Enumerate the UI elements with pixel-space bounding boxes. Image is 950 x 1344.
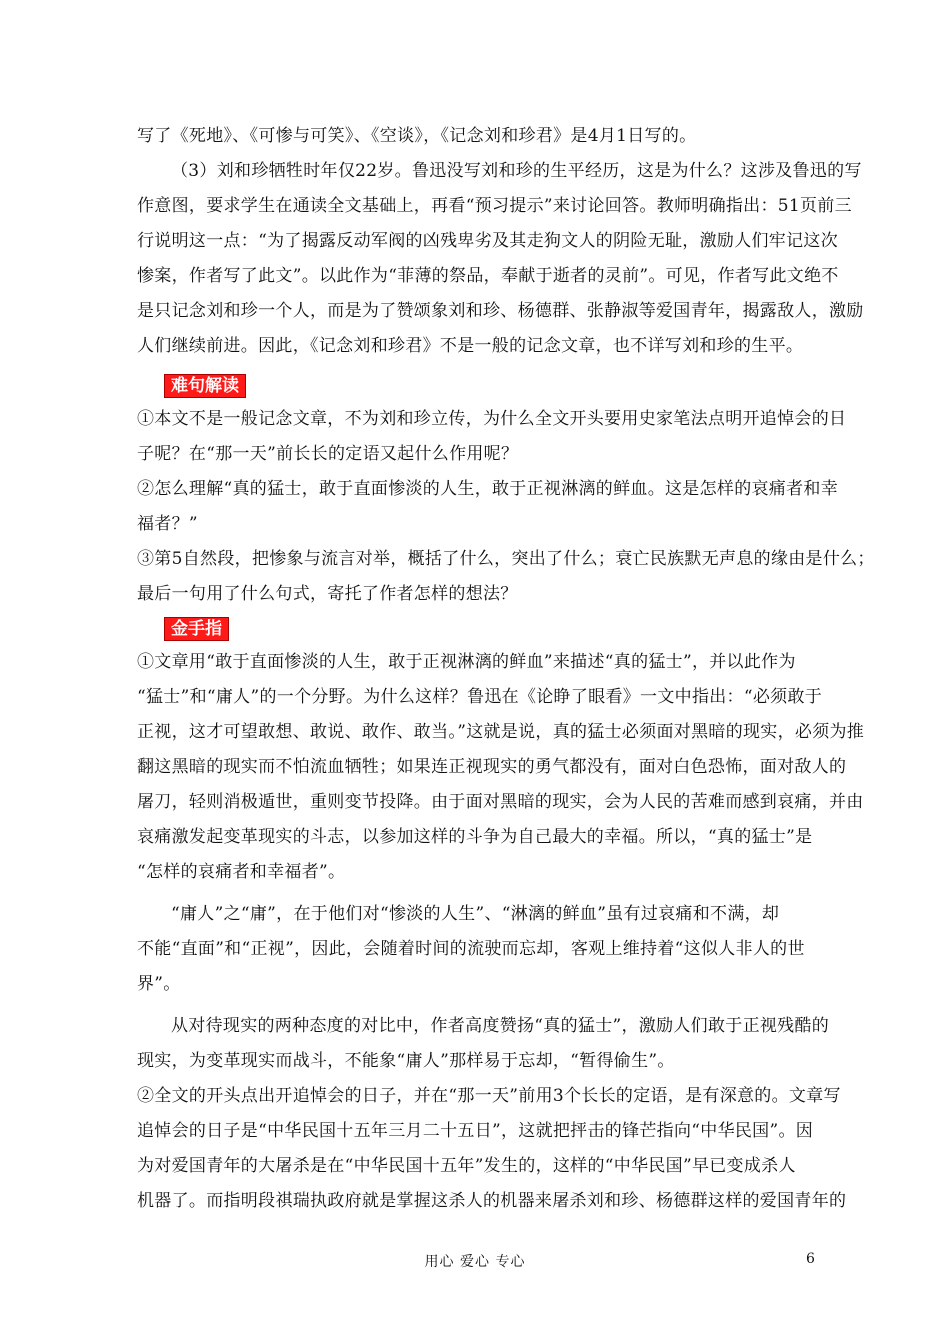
text-line: 人们继续前进。因此，《记念刘和珍君》不是一般的记念文章，也不详写刘和珍的生平。 <box>137 336 804 356</box>
text-line: 现实，为变革现实而战斗，不能象“庸人”那样易于忘却，“暂得偷生”。 <box>137 1051 675 1071</box>
text-line: 惨案，作者写了此文”。以此作为“菲薄的祭品，奉献于逝者的灵前”。可见，作者写此文绝不 <box>137 266 839 286</box>
answer-line: 正视，这才可望敢想、敢说、敢作、敢当。”这就是说，真的猛士必须面对黑暗的现实，必须为推 <box>137 722 865 742</box>
answer-line: 屠刀，轻则消极遁世，重则变节投降。由于面对黑暗的现实，会为人民的苦难而感到哀痛，并由 <box>137 792 864 812</box>
text-line: 是只记念刘和珍一个人，而是为了赞颂象刘和珍、杨德群、张静淑等爱国青年，揭露敌人，激励 <box>137 301 864 321</box>
question-line: ①本文不是一般记念文章，不为刘和珍立传，为什么全文开头要用史家笔法点明开追悼会的日 <box>137 409 847 429</box>
text-line: 追悼会的日子是“中华民国十五年三月二十五日”，这就把抨击的锋芒指向“中华民国”。因 <box>137 1121 814 1141</box>
question-line: 福者？” <box>137 514 198 534</box>
text-line: （3）刘和珍牺牲时年仅22岁。鲁迅没写刘和珍的生平经历，这是为什么？这涉及鲁迅的写 <box>171 161 862 181</box>
text-line: 从对待现实的两种态度的对比中，作者高度赞扬“真的猛士”，激励人们敢于正视残酷的 <box>171 1016 830 1036</box>
answer-line: 翻这黑暗的现实而不怕流血牺牲；如果连正视现实的勇气都没有，面对白色恐怖，面对敌人的 <box>137 757 847 777</box>
answer-line: 哀痛激发起变革现实的斗志，以参加这样的斗争为自己最大的幸福。所以，“真的猛士”是 <box>137 827 813 847</box>
question-line: 子呢？在“那一天”前长长的定语又起什么作用呢？ <box>137 444 519 464</box>
text-line: 行说明这一点：“为了揭露反动军阀的凶残卑劣及其走狗文人的阴险无耻，激励人们牢记这次 <box>137 231 838 251</box>
section-tag-golden-finger: 金手指 <box>164 617 229 641</box>
text-line: 写了《死地》、《可惨与可笑》、《空谈》，《记念刘和珍君》是4月1日写的。 <box>137 126 697 146</box>
text-line: 作意图，要求学生在通读全文基础上，再看“预习提示”来讨论回答。教师明确指出：51页前三 <box>137 196 852 216</box>
page-number: 6 <box>806 1251 815 1267</box>
question-line: 最后一句用了什么句式，寄托了作者怎样的想法？ <box>137 584 518 604</box>
answer-line: “猛士”和“庸人”的一个分野。为什么这样？鲁迅在《论睁了眼看》一文中指出：“必须敢于 <box>137 687 823 707</box>
text-line: 机器了。而指明段祺瑞执政府就是掌握这杀人的机器来屠杀刘和珍、杨德群这样的爱国青年的 <box>137 1191 847 1211</box>
text-line: 为对爱国青年的大屠杀是在“中华民国十五年”发生的，这样的“中华民国”早已变成杀人 <box>137 1156 796 1176</box>
section-tag-difficult-sentences: 难句解读 <box>164 374 246 398</box>
answer-line: “怎样的哀痛者和幸福者”。 <box>137 862 346 882</box>
question-line: ③第5自然段，把惨象与流言对举，概括了什么，突出了什么；衰亡民族默无声息的缘由是什么； <box>137 549 875 569</box>
question-line: ②怎么理解“真的猛士，敢于直面惨淡的人生，敢于正视淋漓的鲜血。这是怎样的哀痛者和幸 <box>137 479 838 499</box>
text-line: ②全文的开头点出开追悼会的日子，并在“那一天”前用3个长长的定语，是有深意的。文章写 <box>137 1086 841 1106</box>
text-line: “庸人”之“庸”，在于他们对“惨淡的人生”、“淋漓的鲜血”虽有过哀痛和不满，却 <box>171 904 780 924</box>
answer-line: ①文章用“敢于直面惨淡的人生，敢于正视淋漓的鲜血”来描述“真的猛士”，并以此作为 <box>137 652 796 672</box>
text-line: 不能“直面”和“正视”，因此，会随着时间的流驶而忘却，客观上维持着“这似人非人的世 <box>137 939 805 959</box>
text-line: 界”。 <box>137 974 181 994</box>
footer-motto: 用心 爱心 专心 <box>424 1254 526 1270</box>
